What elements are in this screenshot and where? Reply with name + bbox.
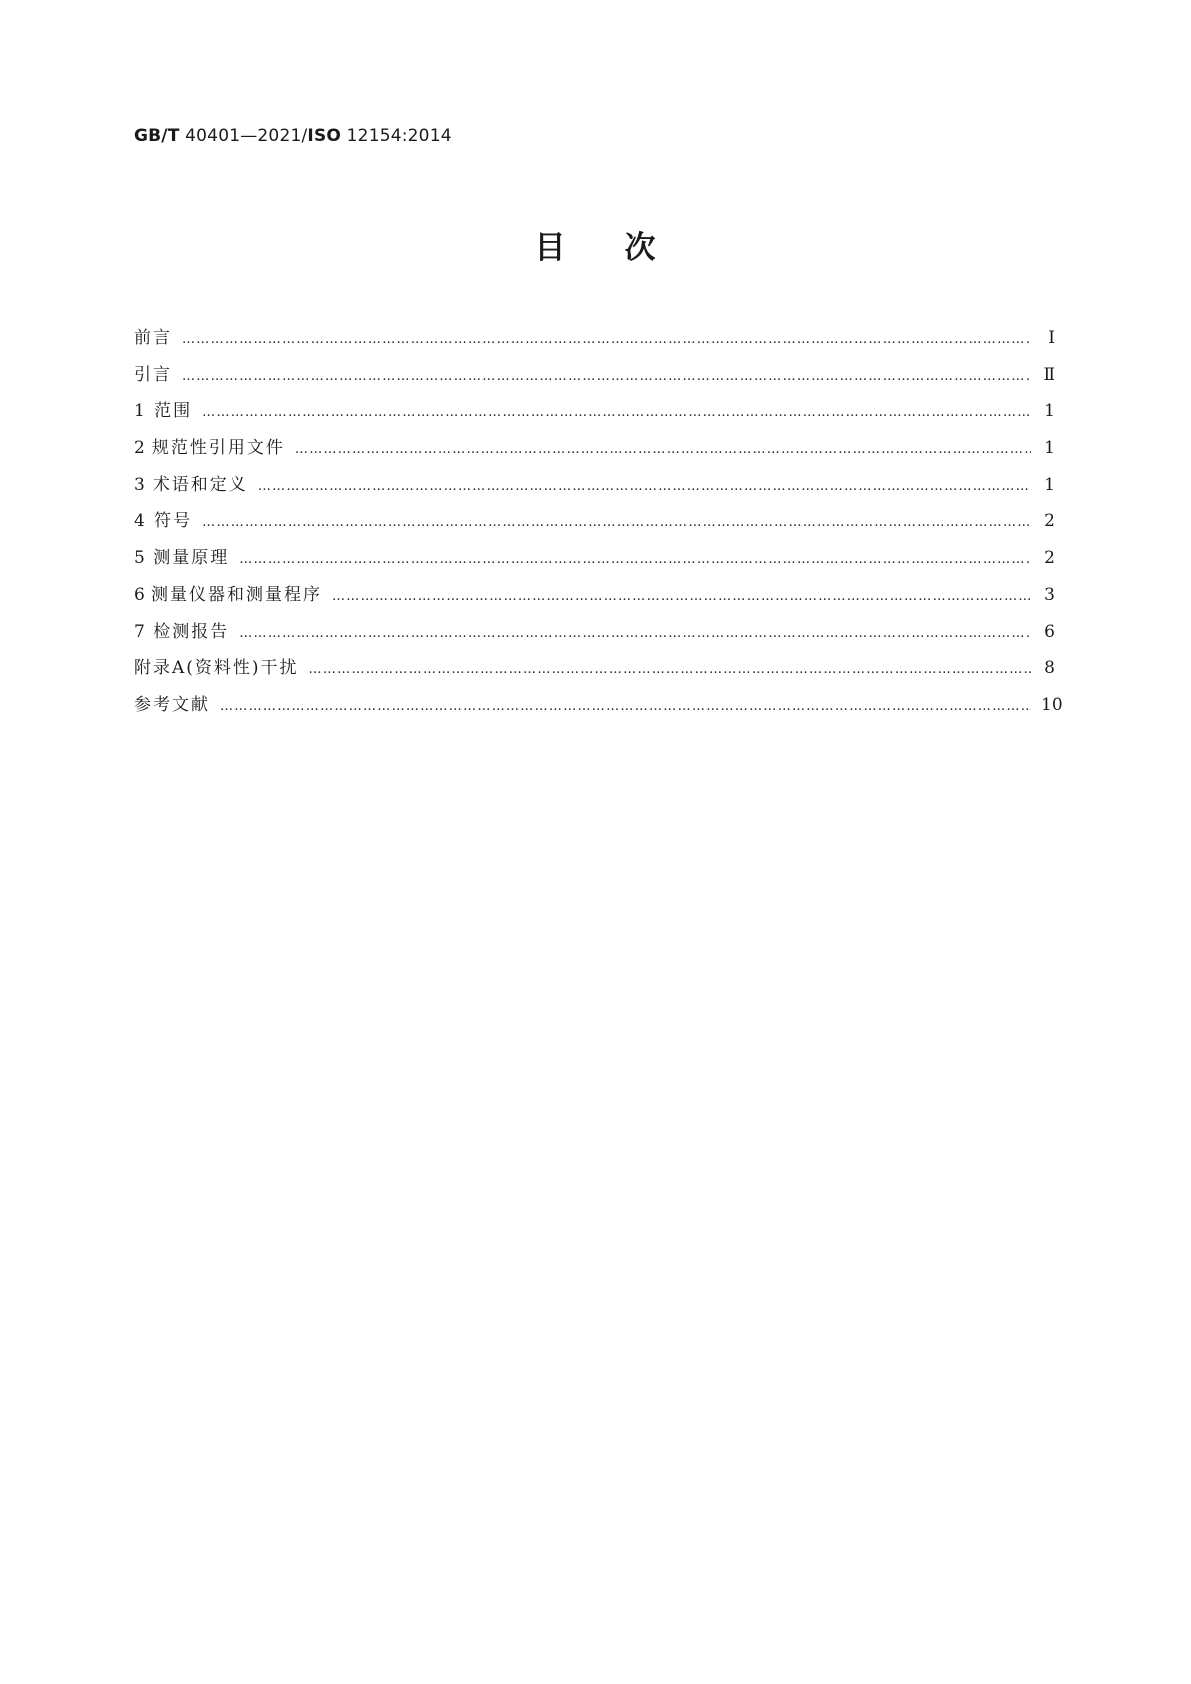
toc-entry-title: 参考文献 [134,694,210,715]
dot-leader [239,552,1031,567]
toc-entry-principle[interactable] [134,543,1055,580]
toc-entry-page: 2 [1044,548,1055,569]
toc-entry-page: 3 [1044,584,1055,605]
toc-entry-title: 测量原理 [153,548,230,569]
toc-entry-scope[interactable] [134,396,1055,433]
toc-entry-page: 1 [1044,438,1055,459]
toc-entry-introduction[interactable] [134,360,1055,397]
dot-leader [309,662,1031,677]
toc-entry-number: 3 [134,474,145,495]
page-title-char-2: 次 [624,230,657,266]
toc-entry-title: 符号 [154,511,193,532]
toc-entry-title: 术语和定义 [152,474,248,495]
toc-entry-page: Ⅰ [1048,328,1055,348]
toc-entry-title: 附录A(资料性)干扰 [134,658,299,679]
toc-entry-title: 范围 [154,401,193,422]
toc-entry-symbols[interactable] [134,506,1055,543]
document-identifier [134,126,452,146]
toc-entry-test-report[interactable] [134,617,1055,654]
adopted-prefix: ISO [307,126,342,146]
toc-entry-number: 5 [134,548,145,569]
toc-entry-number: 6 [134,584,145,605]
toc-entry-page: Ⅱ [1043,364,1055,385]
table-of-contents [134,323,1063,727]
dot-leader [332,589,1031,604]
toc-entry-title: 检测报告 [153,621,230,642]
standard-prefix: GB/T [134,126,180,146]
toc-entry-title: 测量仪器和测量程序 [151,584,322,605]
toc-entry-number: 7 [134,621,145,642]
toc-entry-number: 4 [134,511,145,532]
toc-entry-title: 前言 [134,328,172,348]
dot-leader [202,515,1031,530]
toc-entry-page: 1 [1044,474,1055,495]
toc-entry-page: 10 [1041,694,1063,715]
dot-leader [202,405,1031,420]
page-title [0,222,1191,267]
toc-entry-title: 引言 [134,364,172,385]
toc-entry-bibliography[interactable] [134,690,1063,727]
toc-entry-apparatus-procedure[interactable] [134,580,1055,617]
toc-entry-page: 2 [1044,511,1055,532]
toc-entry-page: 8 [1044,658,1055,679]
dot-leader [295,442,1031,457]
toc-entry-page: 1 [1044,401,1055,422]
page-title-char-1: 目 [534,230,567,266]
toc-entry-foreword[interactable] [134,323,1055,360]
dot-leader [239,626,1031,641]
adopted-number: 12154:2014 [346,126,452,146]
toc-entry-title: 规范性引用文件 [151,438,285,459]
dot-leader [182,369,1031,384]
toc-entry-normative-references[interactable] [134,433,1055,470]
toc-entry-terms-definitions[interactable] [134,470,1055,507]
dot-leader [258,479,1031,494]
toc-entry-annex-a[interactable] [134,653,1055,690]
toc-entry-page: 6 [1044,621,1055,642]
dot-leader [220,699,1031,714]
toc-entry-number: 2 [134,438,145,459]
toc-entry-number: 1 [134,401,145,422]
standard-number: 40401—2021/ [185,126,308,146]
dot-leader [182,332,1031,347]
